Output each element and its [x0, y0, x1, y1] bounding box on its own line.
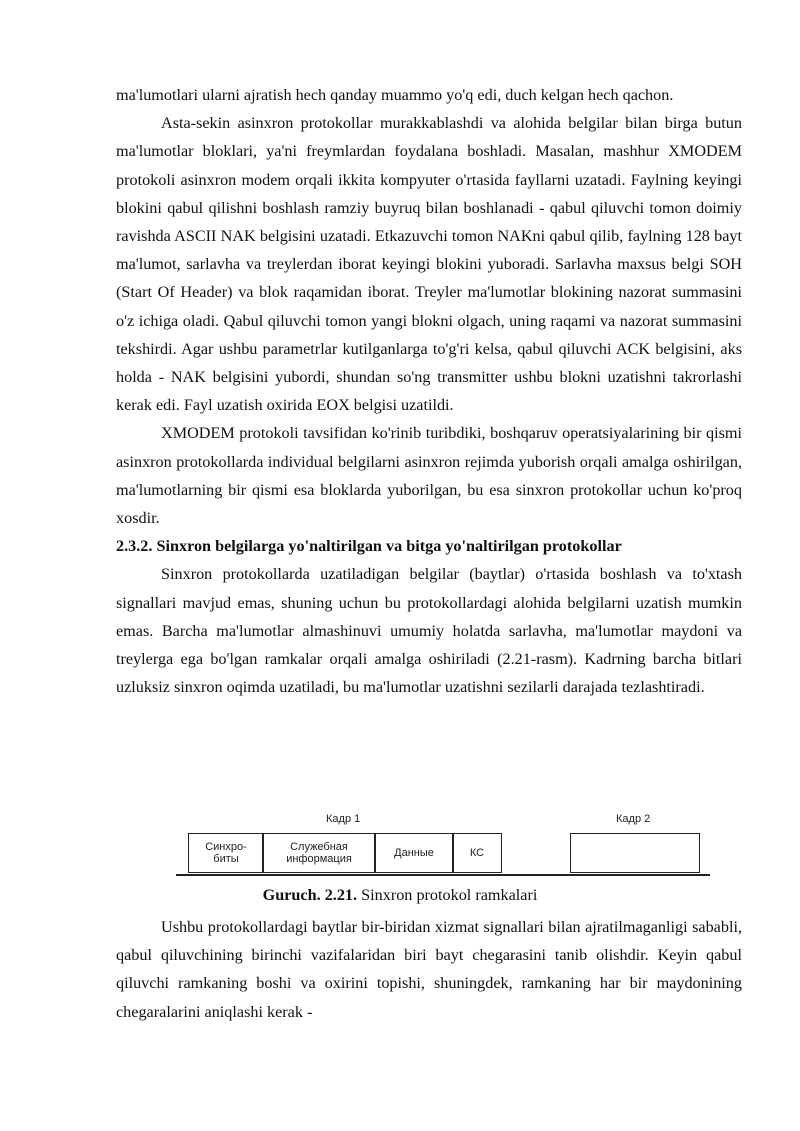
frame2-box	[570, 833, 700, 873]
caption-prefix: Guruch. 2.21.	[262, 886, 358, 904]
field-sync-bits: Синхро- биты	[188, 833, 264, 873]
section-heading: 2.3.2. Sinxron belgilarga yo'naltirilgan va bitga yo'naltirilgan protokollar	[116, 537, 622, 556]
text-block-bottom	[116, 913, 742, 1026]
frame1-label: Кадр 1	[326, 813, 361, 825]
paragraph-xmodem-intro: Asta-sekin asinxron protokollar murakkablashdi va alohida belgilar bilan birga butun ma'lumotlar bloklari, ya'ni freymlardan foydalana boshladi. Masalan, mashhur XMODEM protokoli asinxron modem orqali ikkita kompyuter o'rtasida fayllarni uzatadi. Faylning keyingi blokini qabul qilishni boshlash ramziy buyruq bilan boshlanadi - qabul qiluvchi tomon doimiy ravishda ASCII NAK belgisini uzatadi. Etkazuvchi tomon NAKni qabul qilib, faylning 128 bayt ma'lumot, sarlavha va treylerdan iborat keyingi blokini yuboradi. Sarlavha maxsus belgi SOH (Start Of Header) va blok raqamidan iborat. Treyler ma'lumotlar blokining nazorat summasini o'z ichiga oladi. Qabul qiluvchi tomon yangi blokni olgach, uning raqami va nazorat summasini tekshirdi. Agar ushbu parametrlar kutilganlarga to'g'ri kelsa, qabul qiluvchi ACK belgisini, aks holda - NAK belgisini yubordi, shundan so'ng transmitter ushbu blokni uzatishni takrorlashi kerak edi. Fayl uzatish oxirida EOX belgisi uzatildi.	[116, 114, 742, 415]
field-service-info: Служебная информация	[262, 833, 376, 873]
paragraph-continuation: ma'lumotlari ularni ajratish hech qanday muammo yo'q edi, duch kelgan hech qachon.	[116, 86, 674, 104]
field-data: Данные	[374, 833, 454, 873]
frame-diagram	[176, 813, 710, 879]
figure-caption	[0, 886, 800, 905]
paragraph-xmodem-summary: XMODEM protokoli tavsifidan ko'rinib turibdiki, boshqaruv operatsiyalarining bir qismi asinxron protokollarda individual belgilarni asinxron rejimda yuborish orqali amalga oshirilgan, ma'lumotlarning bir qismi esa bloklarda yuborilgan, bu esa sinxron protokollar uchun ko'proq xosdir.	[116, 424, 742, 528]
signal-line	[176, 874, 710, 876]
field-checksum: КС	[452, 833, 502, 873]
frame2-label: Кадр 2	[616, 813, 651, 825]
caption-text: Sinxron protokol ramkalari	[357, 886, 538, 904]
paragraph-byte-boundaries: Ushbu protokollardagi baytlar bir-biridan xizmat signallari bilan ajratilmaganligi sababli, qabul qiluvchining birinchi vazifalaridan biri bayt chegarasini tanib olishdir. Keyin qabul qiluvchi ramkaning boshi va oxirini topishi, shuningdek, ramkaning har bir maydonining chegaralarini aniqlashi kerak -	[116, 918, 742, 1021]
text-block-top	[116, 81, 742, 701]
paragraph-sync-protocols: Sinxron protokollarda uzatiladigan belgilar (baytlar) o'rtasida boshlash va to'xtash signallari mavjud emas, shuning uchun bu protokollardagi alohida belgilarni uzatish mumkin emas. Barcha ma'lumotlar almashinuvi umumiy holatda sarlavha, ma'lumotlar maydoni va treylerga ega bo'lgan ramkalar orqali amalga oshiriladi (2.21-rasm). Kadrning barcha bitlari uzluksiz sinxron oqimda uzatiladi, bu ma'lumotlar uzatishni sezilarli darajada tezlashtiradi.	[116, 565, 742, 697]
